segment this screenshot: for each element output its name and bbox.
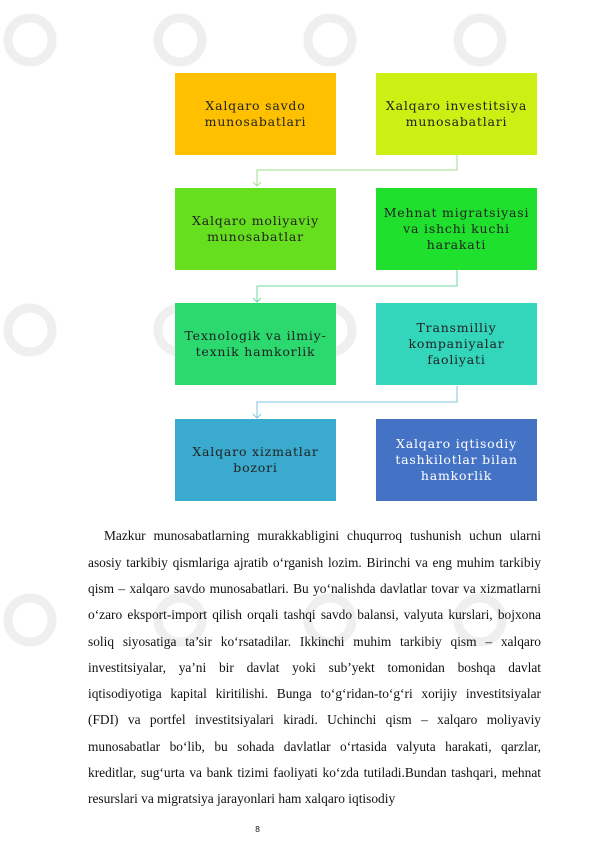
- box-label: Transmilliy kompaniyalar faoliyati: [408, 320, 505, 367]
- box-label: Mehnat migratsiyasi va ishchi kuchi harakati: [383, 205, 530, 252]
- page-number: 8: [255, 825, 261, 834]
- connector-1: [257, 155, 457, 186]
- box-xizmatlar-bozori: [175, 419, 336, 501]
- box-xalqaro-moliyaviy: [175, 188, 336, 270]
- box-mehnat-migratsiyasi: [376, 188, 537, 270]
- box-label: Xalqaro moliyaviy munosabatlar: [192, 213, 319, 244]
- body-paragraph: Mazkur munosabatlarning murakkabligini chuqurroq tushunish uchun ularni asosiy tarkibiy qismlariga ajratib o‘rganish lozim. Birinchi va eng muhim tarkibiy qism – xalqaro savdo munosabatlari. Bu yo‘nalishda davlatlar tovar va xizmatlarni o‘zaro eksport-import qilish orqali tashqi savdo balansi, valyuta kurslari, bojxona soliq siyosatiga ta’sir ko‘rsatadilar. Ikkinchi muhim tarkibiy qism – xalqaro investitsiyalar, ya’ni bir davlat yoki sub’yekt tomonidan boshqa davlat iqtisodiyotiga kapital kiritilishi. Bunga to‘g‘ridan-to‘g‘ri xorijiy investitsiyalar (FDI) va portfel investitsiyalari kiradi. Uchinchi qism – xalqaro moliyaviy munosabatlar bo‘lib, bu sohada davlatlar o‘rtasida valyuta harakati, qarzlar, kreditlar, sug‘urta va bank tizimi faoliyati ko‘zda tutiladi.Bundan tashqari, mehnat resurslari va migratsiya jarayonlari ham xalqaro iqtisodiy: [88, 528, 541, 807]
- connector-2: [257, 270, 457, 302]
- box-iqtisodiy-tashkilotlar: [376, 419, 537, 501]
- box-label: Xalqaro iqtisodiy tashkilotlar bilan hamkorlik: [395, 436, 518, 483]
- connector-3: [257, 386, 457, 418]
- box-label: Texnologik va ilmiy-texnik hamkorlik: [184, 328, 327, 359]
- box-texnologik: [175, 303, 336, 385]
- box-xalqaro-savdo: [175, 73, 336, 155]
- box-xalqaro-investitsiya: [376, 73, 537, 155]
- box-transmilliy: [376, 303, 537, 385]
- box-label: Xalqaro xizmatlar bozori: [192, 444, 319, 475]
- box-label: Xalqaro savdo munosabatlari: [204, 98, 307, 129]
- box-label: Xalqaro investitsiya munosabatlari: [385, 98, 528, 129]
